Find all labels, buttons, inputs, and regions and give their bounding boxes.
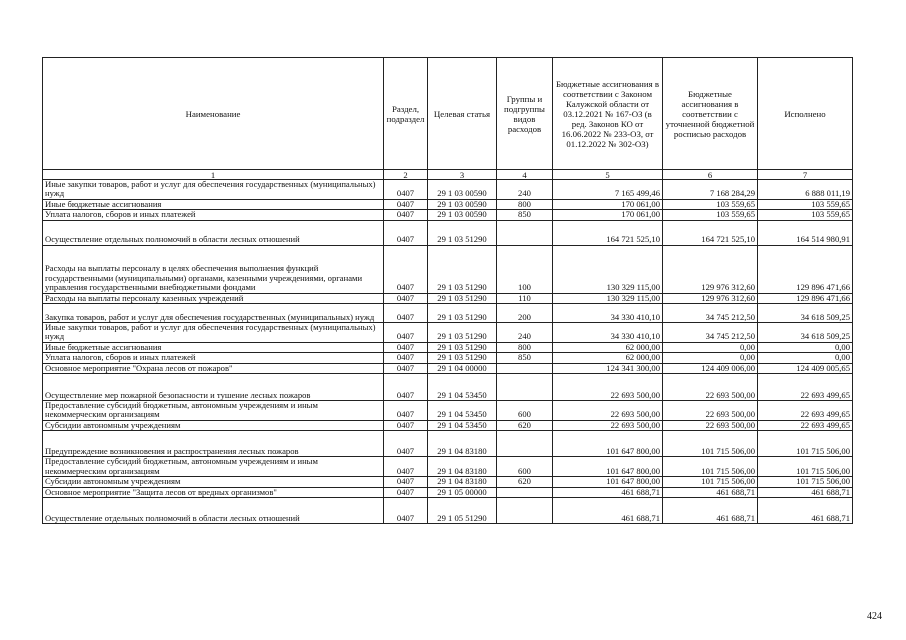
cell-section: 0407 xyxy=(384,220,428,245)
cell-group: 600 xyxy=(497,401,553,421)
cell-name: Уплата налогов, сборов и иных платежей xyxy=(43,353,384,363)
cell-refined: 103 559,65 xyxy=(663,199,758,209)
cell-executed: 129 896 471,66 xyxy=(758,245,853,293)
cell-section: 0407 xyxy=(384,374,428,401)
cell-law: 22 693 500,00 xyxy=(553,374,663,401)
table-row xyxy=(43,220,853,245)
cell-executed: 0,00 xyxy=(758,353,853,363)
cell-section: 0407 xyxy=(384,420,428,430)
cell-group: 850 xyxy=(497,353,553,363)
cell-section: 0407 xyxy=(384,304,428,323)
cell-law: 130 329 115,00 xyxy=(553,293,663,303)
table-row xyxy=(43,180,853,200)
column-number: 7 xyxy=(758,170,853,180)
cell-law: 7 165 499,46 xyxy=(553,180,663,200)
cell-section: 0407 xyxy=(384,477,428,487)
cell-refined: 461 688,71 xyxy=(663,497,758,523)
cell-group xyxy=(497,497,553,523)
cell-section: 0407 xyxy=(384,401,428,421)
cell-law: 124 341 300,00 xyxy=(553,363,663,373)
cell-law: 22 693 500,00 xyxy=(553,420,663,430)
table-row xyxy=(43,477,853,487)
cell-executed: 22 693 499,65 xyxy=(758,420,853,430)
cell-law: 164 721 525,10 xyxy=(553,220,663,245)
header-budget-law: Бюджетные ассигнования в соответствии с Законом Калужской области от 03.12.2021 № 167-ОЗ (в ред. Законов КО от 16.06.2022 № 233-ОЗ, от 01.12.2022 № 302-ОЗ) xyxy=(553,58,663,170)
cell-name: Осуществление отдельных полномочий в области лесных отношений xyxy=(43,497,384,523)
cell-executed: 461 688,71 xyxy=(758,487,853,497)
cell-executed: 34 618 509,25 xyxy=(758,304,853,323)
cell-group: 850 xyxy=(497,210,553,220)
table-row xyxy=(43,353,853,363)
cell-group: 200 xyxy=(497,304,553,323)
cell-name: Основное мероприятие "Охрана лесов от пожаров" xyxy=(43,363,384,373)
cell-executed: 103 559,65 xyxy=(758,199,853,209)
cell-executed: 101 715 506,00 xyxy=(758,431,853,457)
cell-target: 29 1 03 51290 xyxy=(428,353,497,363)
table-row xyxy=(43,487,853,497)
cell-law: 34 330 410,10 xyxy=(553,304,663,323)
cell-group xyxy=(497,431,553,457)
cell-target: 29 1 04 83180 xyxy=(428,477,497,487)
cell-name: Предупреждение возникновения и распространения лесных пожаров xyxy=(43,431,384,457)
cell-target: 29 1 03 51290 xyxy=(428,323,497,343)
cell-refined: 34 745 212,50 xyxy=(663,304,758,323)
header-executed: Исполнено xyxy=(758,58,853,170)
table-row xyxy=(43,199,853,209)
cell-name: Закупка товаров, работ и услуг для обеспечения государственных (муниципальных) нужд xyxy=(43,304,384,323)
cell-section: 0407 xyxy=(384,342,428,352)
cell-group xyxy=(497,374,553,401)
cell-executed: 103 559,65 xyxy=(758,210,853,220)
cell-refined: 0,00 xyxy=(663,342,758,352)
cell-target: 29 1 03 00590 xyxy=(428,210,497,220)
cell-section: 0407 xyxy=(384,497,428,523)
cell-law: 101 647 800,00 xyxy=(553,457,663,477)
cell-section: 0407 xyxy=(384,180,428,200)
cell-name: Осуществление отдельных полномочий в области лесных отношений xyxy=(43,220,384,245)
cell-name: Предоставление субсидий бюджетным, автономным учреждениям и иным некоммерческим организациям xyxy=(43,401,384,421)
cell-executed: 0,00 xyxy=(758,342,853,352)
cell-group: 800 xyxy=(497,342,553,352)
cell-law: 62 000,00 xyxy=(553,342,663,352)
cell-executed: 101 715 506,00 xyxy=(758,457,853,477)
header-target: Целевая статья xyxy=(428,58,497,170)
cell-group: 800 xyxy=(497,199,553,209)
cell-group: 240 xyxy=(497,323,553,343)
cell-executed: 34 618 509,25 xyxy=(758,323,853,343)
cell-name: Расходы на выплаты персоналу в целях обеспечения выполнения функций государственными (муниципальными) органами, казенными учреждениями, органами управления государственными внебюджетными фондами xyxy=(43,245,384,293)
page-number: 424 xyxy=(867,611,882,622)
column-number: 1 xyxy=(43,170,384,180)
cell-executed: 22 693 499,65 xyxy=(758,374,853,401)
cell-name: Иные бюджетные ассигнования xyxy=(43,342,384,352)
cell-section: 0407 xyxy=(384,199,428,209)
cell-section: 0407 xyxy=(384,323,428,343)
column-number: 5 xyxy=(553,170,663,180)
header-section: Раздел, подраздел xyxy=(384,58,428,170)
cell-section: 0407 xyxy=(384,210,428,220)
cell-name: Основное мероприятие "Защита лесов от вредных организмов" xyxy=(43,487,384,497)
cell-name: Расходы на выплаты персоналу казенных учреждений xyxy=(43,293,384,303)
column-number: 2 xyxy=(384,170,428,180)
cell-refined: 129 976 312,60 xyxy=(663,245,758,293)
table-row xyxy=(43,457,853,477)
table-row xyxy=(43,293,853,303)
header-name: Наименование xyxy=(43,58,384,170)
cell-refined: 124 409 006,00 xyxy=(663,363,758,373)
table-row xyxy=(43,363,853,373)
cell-refined: 7 168 284,29 xyxy=(663,180,758,200)
cell-target: 29 1 04 83180 xyxy=(428,457,497,477)
cell-target: 29 1 05 51290 xyxy=(428,497,497,523)
cell-section: 0407 xyxy=(384,487,428,497)
cell-law: 34 330 410,10 xyxy=(553,323,663,343)
cell-group: 100 xyxy=(497,245,553,293)
table-row xyxy=(43,374,853,401)
cell-law: 461 688,71 xyxy=(553,497,663,523)
cell-target: 29 1 03 51290 xyxy=(428,293,497,303)
cell-target: 29 1 04 53450 xyxy=(428,374,497,401)
cell-law: 170 061,00 xyxy=(553,210,663,220)
table-row xyxy=(43,431,853,457)
table-row xyxy=(43,304,853,323)
cell-refined: 129 976 312,60 xyxy=(663,293,758,303)
cell-executed: 6 888 011,19 xyxy=(758,180,853,200)
cell-group: 620 xyxy=(497,477,553,487)
cell-target: 29 1 03 51290 xyxy=(428,220,497,245)
cell-name: Осуществление мер пожарной безопасности и тушение лесных пожаров xyxy=(43,374,384,401)
cell-section: 0407 xyxy=(384,431,428,457)
cell-target: 29 1 03 00590 xyxy=(428,199,497,209)
cell-law: 461 688,71 xyxy=(553,487,663,497)
cell-group xyxy=(497,363,553,373)
cell-name: Иные бюджетные ассигнования xyxy=(43,199,384,209)
cell-target: 29 1 04 53450 xyxy=(428,401,497,421)
cell-section: 0407 xyxy=(384,363,428,373)
table-row xyxy=(43,323,853,343)
cell-name: Уплата налогов, сборов и иных платежей xyxy=(43,210,384,220)
cell-target: 29 1 03 00590 xyxy=(428,180,497,200)
cell-target: 29 1 03 51290 xyxy=(428,245,497,293)
column-number: 4 xyxy=(497,170,553,180)
cell-group: 110 xyxy=(497,293,553,303)
budget-table xyxy=(42,57,853,524)
cell-refined: 461 688,71 xyxy=(663,487,758,497)
cell-refined: 101 715 506,00 xyxy=(663,477,758,487)
table-row xyxy=(43,245,853,293)
cell-section: 0407 xyxy=(384,457,428,477)
cell-law: 101 647 800,00 xyxy=(553,431,663,457)
table-body xyxy=(43,180,853,524)
cell-group: 620 xyxy=(497,420,553,430)
cell-law: 170 061,00 xyxy=(553,199,663,209)
cell-section: 0407 xyxy=(384,353,428,363)
cell-law: 62 000,00 xyxy=(553,353,663,363)
cell-executed: 461 688,71 xyxy=(758,497,853,523)
cell-target: 29 1 04 00000 xyxy=(428,363,497,373)
cell-name: Иные закупки товаров, работ и услуг для обеспечения государственных (муниципальных) нужд xyxy=(43,323,384,343)
cell-target: 29 1 05 00000 xyxy=(428,487,497,497)
cell-refined: 22 693 500,00 xyxy=(663,374,758,401)
cell-target: 29 1 03 51290 xyxy=(428,304,497,323)
cell-refined: 103 559,65 xyxy=(663,210,758,220)
cell-refined: 0,00 xyxy=(663,353,758,363)
table-row xyxy=(43,497,853,523)
cell-section: 0407 xyxy=(384,293,428,303)
table-row xyxy=(43,420,853,430)
cell-refined: 164 721 525,10 xyxy=(663,220,758,245)
cell-refined: 34 745 212,50 xyxy=(663,323,758,343)
header-budget-refined: Бюджетные ассигнования в соответствии с уточненной бюджетной росписью расходов xyxy=(663,58,758,170)
cell-refined: 101 715 506,00 xyxy=(663,431,758,457)
cell-name: Иные закупки товаров, работ и услуг для обеспечения государственных (муниципальных) нужд xyxy=(43,180,384,200)
column-number: 3 xyxy=(428,170,497,180)
cell-name: Субсидии автономным учреждениям xyxy=(43,477,384,487)
cell-name: Предоставление субсидий бюджетным, автономным учреждениям и иным некоммерческим организациям xyxy=(43,457,384,477)
cell-target: 29 1 03 51290 xyxy=(428,342,497,352)
cell-law: 101 647 800,00 xyxy=(553,477,663,487)
cell-law: 130 329 115,00 xyxy=(553,245,663,293)
cell-section: 0407 xyxy=(384,245,428,293)
cell-group xyxy=(497,220,553,245)
cell-refined: 101 715 506,00 xyxy=(663,457,758,477)
column-number: 6 xyxy=(663,170,758,180)
cell-law: 22 693 500,00 xyxy=(553,401,663,421)
cell-group: 600 xyxy=(497,457,553,477)
cell-refined: 22 693 500,00 xyxy=(663,401,758,421)
cell-name: Субсидии автономным учреждениям xyxy=(43,420,384,430)
table-row xyxy=(43,342,853,352)
cell-executed: 124 409 005,65 xyxy=(758,363,853,373)
cell-executed: 164 514 980,91 xyxy=(758,220,853,245)
cell-group: 240 xyxy=(497,180,553,200)
table-row xyxy=(43,210,853,220)
cell-refined: 22 693 500,00 xyxy=(663,420,758,430)
table-row xyxy=(43,401,853,421)
cell-target: 29 1 04 83180 xyxy=(428,431,497,457)
header-group: Группы и подгруппы видов расходов xyxy=(497,58,553,170)
header-row xyxy=(43,58,853,170)
cell-target: 29 1 04 53450 xyxy=(428,420,497,430)
cell-executed: 129 896 471,66 xyxy=(758,293,853,303)
cell-group xyxy=(497,487,553,497)
cell-executed: 22 693 499,65 xyxy=(758,401,853,421)
cell-executed: 101 715 506,00 xyxy=(758,477,853,487)
column-numbers-row xyxy=(43,170,853,180)
